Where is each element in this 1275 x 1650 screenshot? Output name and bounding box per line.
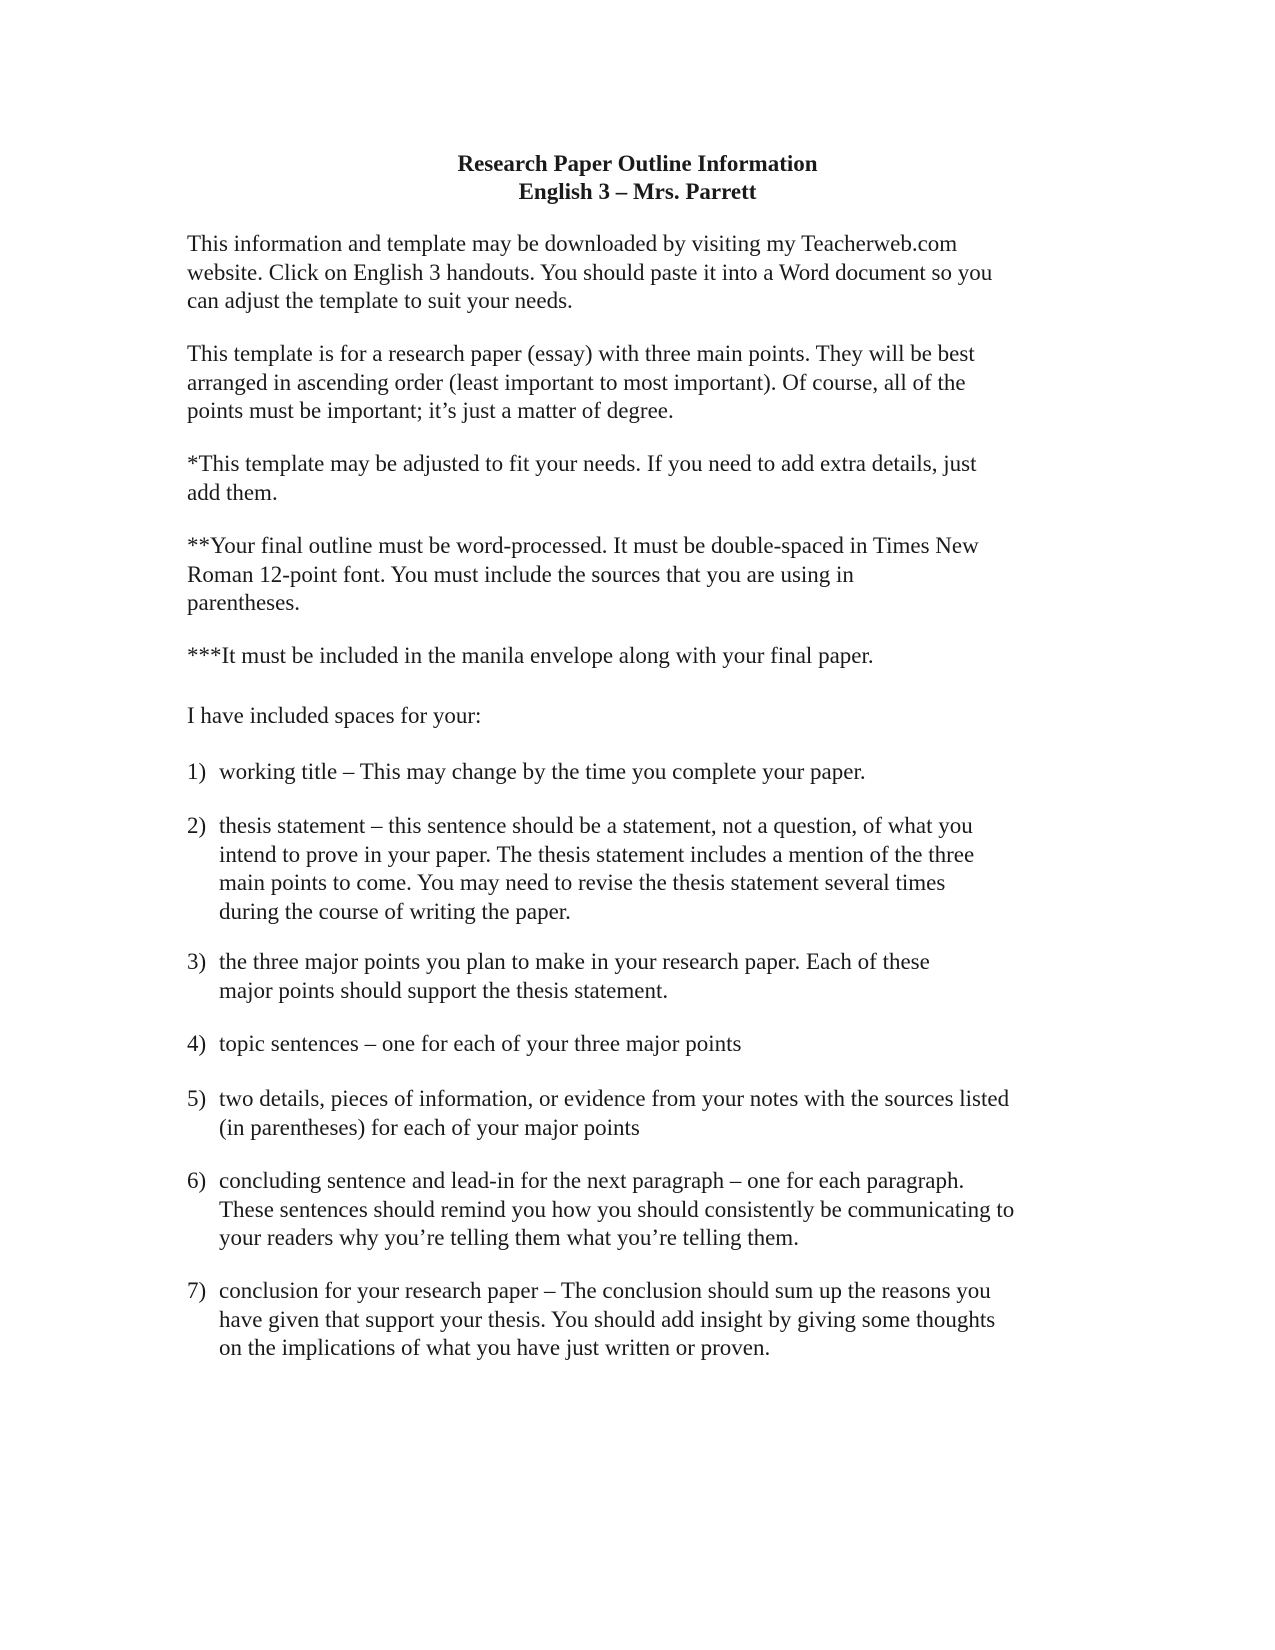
list-text: working title – This may change by the time you complete your paper.: [219, 759, 866, 784]
list-item-major-points: [187, 948, 1087, 1005]
document-subtitle: English 3 – Mrs. Parrett: [518, 179, 757, 204]
document-title: Research Paper Outline Information: [457, 151, 818, 176]
intro-paragraph: This information and template may be downloaded by visiting my Teacherweb.com website. Click on English 3 handouts. You should paste it into a Word document so you can adjust the template to suit your needs.: [187, 231, 993, 313]
list-number: 5): [187, 1086, 207, 1111]
list-number: 2): [187, 813, 207, 838]
template-paragraph: This template is for a research paper (essay) with three main points. They will be best arranged in ascending order (least important to most important). Of course, all of the points must be important; it’s just a matter of degree.: [187, 341, 975, 423]
list-text: concluding sentence and lead-in for the next paragraph – one for each paragraph. These sentences should remind you how you should consistently be communicating to your readers why you’re telling them what you’re telling them.: [219, 1168, 1015, 1250]
note-format-paragraph: **Your final outline must be word-processed. It must be double-spaced in Times New Roman 12-point font. You must include the sources that you are using in parentheses.: [187, 533, 979, 615]
note-envelope-paragraph: ***It must be included in the manila envelope along with your final paper.: [187, 643, 874, 668]
list-item-concluding-sentence: [187, 1167, 1087, 1253]
note-adjust-paragraph: *This template may be adjusted to fit your needs. If you need to add extra details, just add them.: [187, 451, 977, 505]
list-intro-paragraph: I have included spaces for your:: [187, 703, 482, 728]
list-number: 4): [187, 1031, 207, 1056]
list-number: 3): [187, 949, 207, 974]
list-number: 1): [187, 759, 207, 784]
list-item-working-title: [187, 758, 1087, 787]
list-item-details: [187, 1085, 1087, 1142]
list-text: conclusion for your research paper – The conclusion should sum up the reasons you have given that support your thesis. You should add insight by giving some thoughts on the implications of what you have just written or proven.: [219, 1278, 996, 1360]
list-text: the three major points you plan to make in your research paper. Each of these major points should support the thesis statement.: [219, 949, 930, 1003]
list-number: 7): [187, 1278, 207, 1303]
list-item-thesis-statement: [187, 812, 1087, 926]
list-text: topic sentences – one for each of your three major points: [219, 1031, 742, 1056]
list-item-topic-sentences: [187, 1030, 1087, 1059]
list-item-conclusion: [187, 1277, 1087, 1363]
list-text: thesis statement – this sentence should be a statement, not a question, of what you intend to prove in your paper. The thesis statement includes a mention of the three main points to come. You may need to revise the thesis statement several times during the course of writing the paper.: [219, 813, 975, 924]
list-text: two details, pieces of information, or evidence from your notes with the sources listed (in parentheses) for each of your major points: [219, 1086, 1010, 1140]
list-number: 6): [187, 1168, 207, 1193]
